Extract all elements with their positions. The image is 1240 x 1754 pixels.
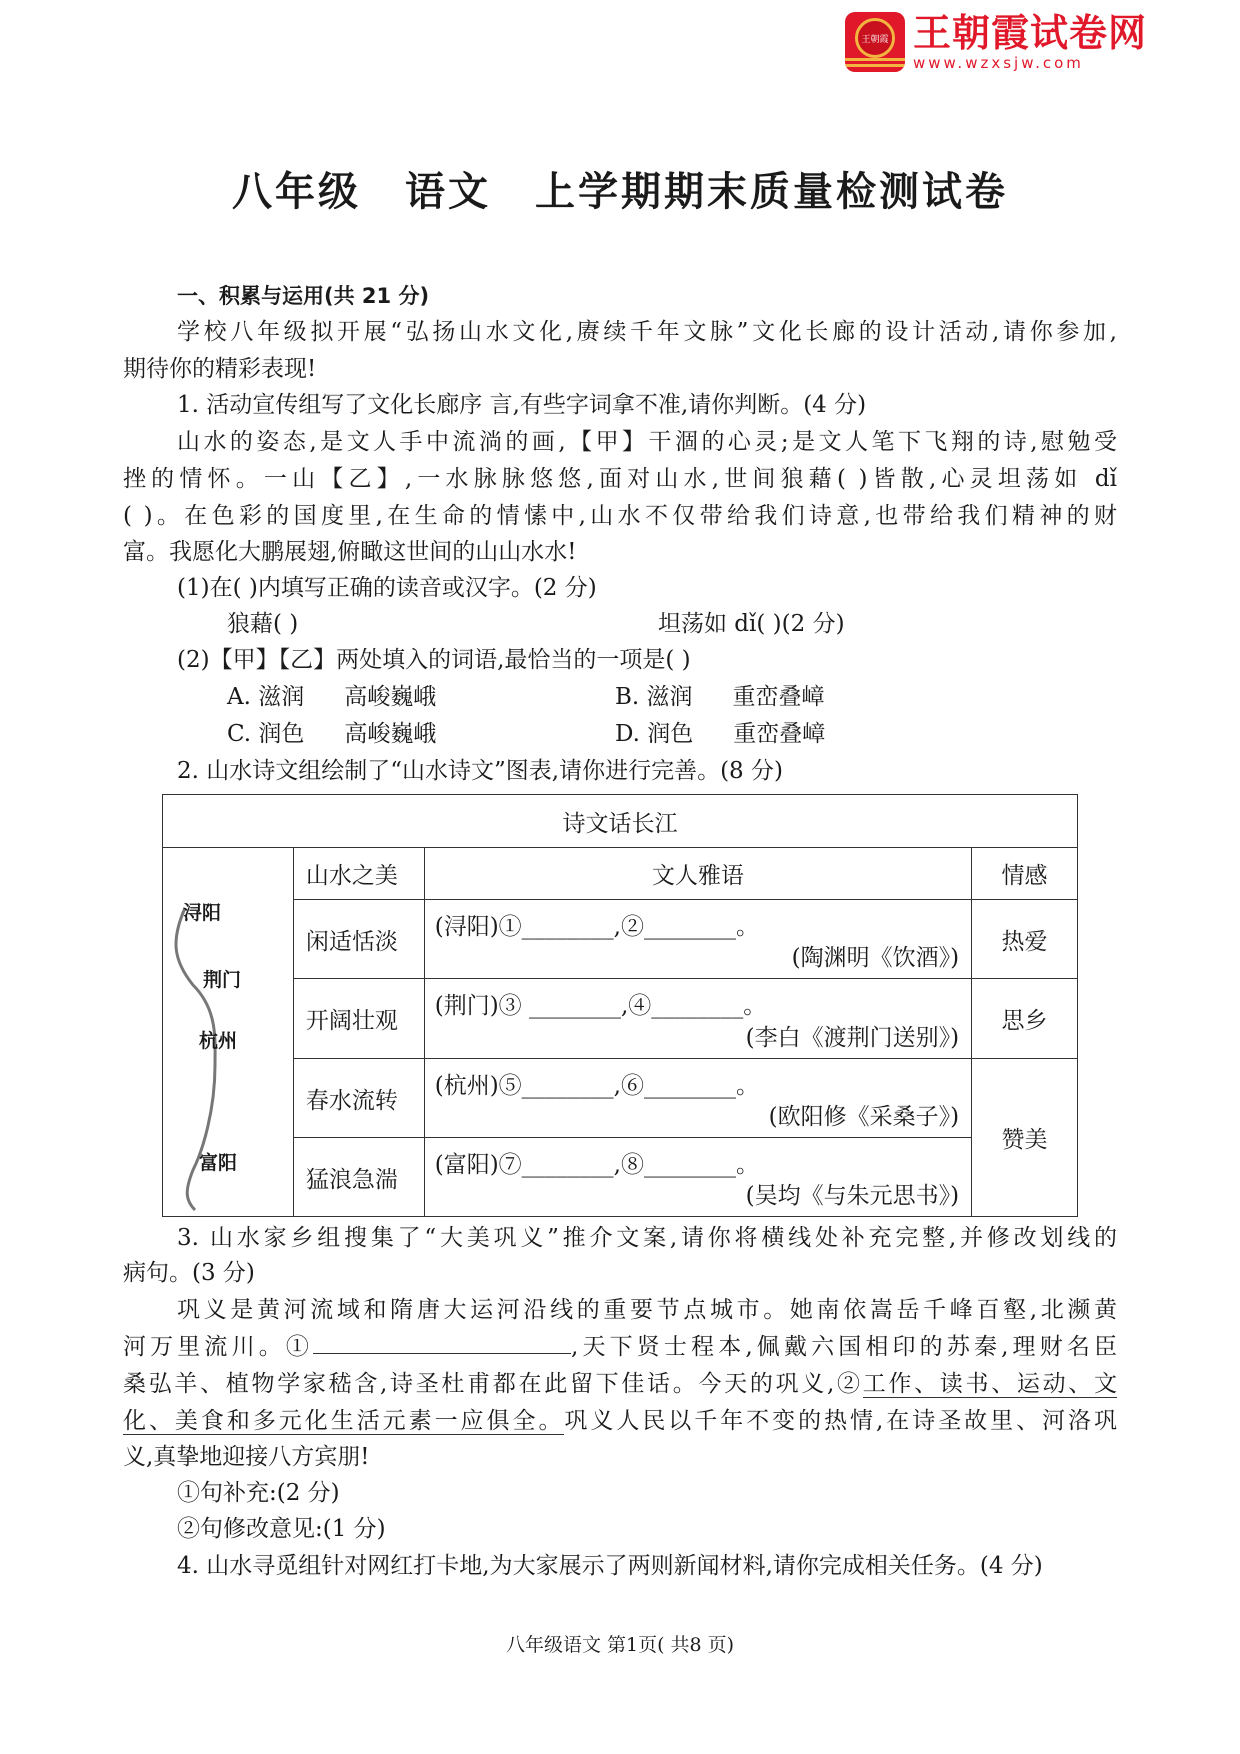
header-emotion: 情感 bbox=[972, 848, 1078, 900]
option-d[interactable] bbox=[615, 716, 825, 753]
answer-prompt-2[interactable]: ②句修改意见:(1 分) bbox=[177, 1516, 386, 1542]
beauty-cell: 春水流转 bbox=[293, 1059, 424, 1138]
option-label: A. 滋润 bbox=[227, 684, 305, 710]
table-row bbox=[163, 1138, 1078, 1217]
verse-blank[interactable]: (富阳)⑦________,⑧________。 bbox=[434, 1152, 759, 1178]
question-2-stem: 2. 山水诗文组绘制了“山水诗文”图表,请你进行完善。(8 分) bbox=[177, 758, 783, 784]
option-a[interactable] bbox=[227, 679, 436, 716]
passage-text: 巩义人民以千年不变的热情,在诗圣故里、河洛巩 bbox=[564, 1408, 1118, 1434]
map-city: 荆门 bbox=[203, 968, 242, 991]
passage-line: 挫的情怀。一山【乙】,一水脉脉悠悠,面对山水,世间狼藉( )皆散,心灵坦荡如 dǐ bbox=[123, 466, 1117, 492]
verse-source: (陶渊明《饮酒》) bbox=[791, 945, 960, 971]
table-row bbox=[163, 979, 1078, 1059]
title-grade: 八年级 bbox=[232, 169, 361, 215]
table-row bbox=[163, 900, 1078, 979]
emotion-cell: 热爱 bbox=[972, 900, 1078, 979]
q3-passage-line: 巩义是黄河流域和隋唐大运河沿线的重要节点城市。她南依嵩岳千峰百壑,北濒黄 bbox=[177, 1297, 1117, 1323]
logo-badge-icon bbox=[845, 12, 905, 72]
passage-line: ( )。在色彩的国度里,在生命的情愫中,山水不仅带给我们诗意,也带给我们精神的财 bbox=[123, 503, 1117, 529]
option-label: C. 润色 bbox=[227, 721, 305, 747]
question-4-stem: 4. 山水寻觅组针对网红打卡地,为大家展示了两则新闻材料,请你完成相关任务。(4 分) bbox=[177, 1553, 1043, 1579]
underlined-sentence: 工作、读书、运动、文 bbox=[862, 1371, 1118, 1397]
option-b[interactable] bbox=[615, 679, 825, 716]
passage-line: 富。我愿化大鹏展翅,俯瞰这世间的山山水水! bbox=[123, 539, 577, 565]
page-footer: 八年级语文 第1页( 共8 页) bbox=[505, 1634, 735, 1656]
answer-blank-langji[interactable]: 狼藉( ) bbox=[227, 611, 299, 637]
q3-passage-line bbox=[123, 1403, 1117, 1440]
q3-passage-line: 义,真挚地迎接八方宾朋! bbox=[123, 1444, 370, 1470]
option-word: 重峦叠嶂 bbox=[733, 721, 826, 747]
option-word: 高峻巍峨 bbox=[344, 721, 437, 747]
verse-source: (李白《渡荆门送别》) bbox=[745, 1025, 960, 1051]
beauty-cell: 猛浪急湍 bbox=[293, 1138, 424, 1217]
verse-source: (欧阳修《采桑子》) bbox=[768, 1104, 960, 1130]
option-word: 高峻巍峨 bbox=[344, 684, 437, 710]
section-heading: 一、积累与运用(共 21 分) bbox=[177, 284, 430, 308]
intro-line: 学校八年级拟开展“弘扬山水文化,赓续千年文脉”文化长廊的设计活动,请你参加, bbox=[177, 319, 1117, 345]
option-label: B. 滋润 bbox=[615, 684, 693, 710]
site-logo bbox=[845, 12, 1147, 72]
question-3-stem: 病句。(3 分) bbox=[123, 1260, 255, 1286]
subquestion-1: (1)在( )内填写正确的读音或汉字。(2 分) bbox=[177, 575, 597, 601]
passage-text: ,天下贤士程本,佩戴六国相印的苏秦,理财名臣 bbox=[571, 1334, 1117, 1360]
verse-blank[interactable]: (浔阳)①________,②________。 bbox=[434, 914, 759, 940]
passage-text: 桑弘羊、植物学家嵇含,诗圣杜甫都在此留下佳话。今天的巩义,② bbox=[123, 1371, 863, 1397]
answer-blank-di[interactable]: 坦荡如 dǐ( )(2 分) bbox=[658, 611, 845, 637]
option-word: 重峦叠嶂 bbox=[732, 684, 825, 710]
logo-name: 王朝霞试卷网 bbox=[913, 11, 1148, 55]
beauty-cell: 闲适恬淡 bbox=[293, 900, 424, 979]
option-c[interactable] bbox=[227, 716, 436, 753]
emotion-cell: 思乡 bbox=[972, 979, 1078, 1059]
river-map bbox=[163, 848, 294, 1217]
passage-text: 河万里流川。① bbox=[123, 1334, 314, 1360]
map-city: 富阳 bbox=[199, 1151, 238, 1174]
logo-badge-text: 王朝霞 bbox=[855, 18, 895, 58]
table-title: 诗文话长江 bbox=[163, 795, 1078, 848]
emotion-cell: 赞美 bbox=[972, 1059, 1078, 1217]
fill-blank-1[interactable] bbox=[313, 1329, 571, 1354]
beauty-cell: 开阔壮观 bbox=[293, 979, 424, 1059]
exam-title bbox=[0, 160, 1240, 217]
header-verse: 文人雅语 bbox=[424, 848, 971, 900]
question-1-stem: 1. 活动宣传组写了文化长廊序 言,有些字词拿不准,请你判断。(4 分) bbox=[177, 392, 867, 418]
logo-url: www.wzxsjw.com bbox=[913, 54, 1084, 72]
verse-blank[interactable]: (荆门)③ ________,④________。 bbox=[434, 993, 767, 1019]
header-beauty: 山水之美 bbox=[293, 848, 424, 900]
underlined-sentence: 化、美食和多元化生活元素一应俱全。 bbox=[123, 1408, 565, 1434]
poetry-table bbox=[162, 794, 1078, 1217]
title-subject: 语文 bbox=[405, 169, 491, 215]
map-city: 杭州 bbox=[199, 1029, 238, 1052]
answer-prompt-1[interactable]: ①句补充:(2 分) bbox=[177, 1480, 340, 1506]
verse-source: (吴均《与朱元思书》) bbox=[745, 1183, 960, 1209]
passage-line: 山水的姿态,是文人手中流淌的画,【甲】干涸的心灵;是文人笔下飞翔的诗,慰勉受 bbox=[177, 429, 1117, 455]
map-city: 浔阳 bbox=[183, 901, 222, 924]
verse-blank[interactable]: (杭州)⑤________,⑥________。 bbox=[434, 1073, 759, 1099]
table-row bbox=[163, 1059, 1078, 1138]
intro-line: 期待你的精彩表现! bbox=[123, 356, 317, 382]
title-name: 上学期期末质量检测试卷 bbox=[535, 169, 1008, 215]
q3-passage-line bbox=[123, 1329, 1117, 1366]
question-3-stem: 3. 山水家乡组搜集了“大美巩义”推介文案,请你将横线处补充完整,并修改划线的 bbox=[177, 1225, 1117, 1251]
q3-passage-line bbox=[123, 1366, 1117, 1403]
option-label: D. 润色 bbox=[615, 721, 694, 747]
subquestion-2: (2)【甲】【乙】两处填入的词语,最恰当的一项是( ) bbox=[177, 647, 691, 673]
